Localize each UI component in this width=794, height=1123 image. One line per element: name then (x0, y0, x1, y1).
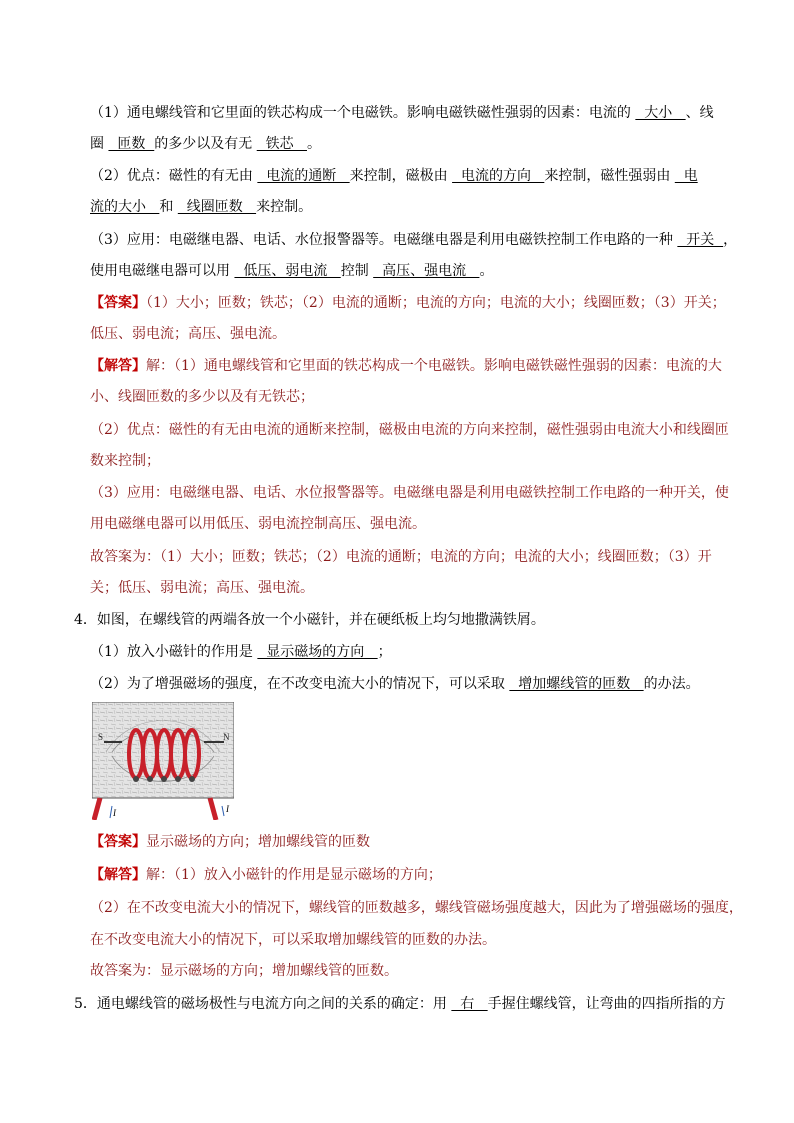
svg-text:N: N (223, 732, 230, 742)
text-line: 流的大小 和 线圈匝数 来控制。 (90, 199, 313, 215)
answer-tag: 【答案】 (90, 834, 146, 850)
answer-blank: 低压、弱电流 (234, 263, 341, 279)
svg-text:S: S (98, 732, 104, 742)
answer-line: 【答案】显示磁场的方向；增加螺线管的匝数 (90, 834, 370, 850)
solution-line: 【解答】解：（1）放入小磁针的作用是显示磁场的方向； (90, 867, 442, 883)
answer-blank: 高压、强电流 (373, 263, 480, 279)
answer-blank: 显示磁场的方向 (257, 644, 378, 660)
answer-blank: 增加螺线管的匝数 (509, 676, 644, 692)
solution-line: （3）应用：电磁继电器、电话、水位报警器等。电磁继电器是利用电磁铁控制工作电路的一种开关，使 (90, 485, 729, 501)
solenoid-figure (92, 702, 234, 820)
solution-line: （2）优点：磁性的有无由电流的通断来控制，磁极由电流的方向来控制，磁性强弱由电流大小和线圈匝 (90, 422, 729, 438)
answer-blank: 铁芯 (256, 136, 307, 152)
solution-line: 故答案为：（1）大小；匝数；铁芯；（2）电流的通断；电流的方向；电流的大小；线圈匝数；（3）开 (90, 549, 712, 565)
answer-blank: 开关 (677, 232, 724, 248)
svg-text:I: I (226, 804, 229, 814)
svg-text:I: I (113, 808, 116, 818)
question-5: 5．通电螺线管的磁场极性与电流方向之间的关系的确定：用 右 手握住螺线管，让弯曲的四指所指的方 (74, 996, 726, 1012)
answer-blank: 匝数 (108, 136, 155, 152)
answer-line: 低压、弱电流；高压、强电流。 (90, 326, 286, 342)
lead-wire-right (210, 798, 216, 820)
answer-line: 【答案】（1）大小；匝数；铁芯；（2）电流的通断；电流的方向；电流的大小；线圈匝数；（3）开关； (90, 295, 726, 311)
answer-blank: 电流的方向 (452, 168, 545, 184)
solution-line: 【解答】解：（1）通电螺线管和它里面的铁芯构成一个电磁铁。影响电磁铁磁性强弱的因素：电流的大 (90, 358, 722, 374)
answer-blank: 线圈匝数 (177, 199, 257, 215)
question-4: 4．如图，在螺线管的两端各放一个小磁针，并在硬纸板上均匀地撒满铁屑。 (74, 612, 545, 628)
current-arrow-icon (222, 806, 224, 816)
answer-blank: 右 (451, 996, 488, 1012)
solution-line: 用电磁继电器可以用低压、弱电流控制高压、强电流。 (90, 516, 426, 532)
answer-blank: 电 (674, 168, 698, 184)
answer-blank: 电流的通断 (257, 168, 350, 184)
current-arrow-icon (110, 806, 112, 818)
solution-tag: 【解答】 (90, 358, 146, 374)
text-line: 圈 匝数 的多少以及有无 铁芯 。 (90, 136, 321, 152)
answer-blank: 大小 (635, 105, 686, 121)
text-line: 使用电磁继电器可以用 低压、弱电流 控制 高压、强电流 。 (90, 263, 494, 279)
solution-tag: 【解答】 (90, 867, 146, 883)
question-4-part-2: （2）为了增强磁场的强度，在不改变电流大小的情况下，可以采取 增加螺线管的匝数 的办法。 (90, 676, 700, 692)
solution-line: 在不改变电流大小的情况下，可以采取增加螺线管的匝数的办法。 (90, 932, 496, 948)
solution-line: （2）在不改变电流大小的情况下，螺线管的匝数越多，螺线管磁场强度越大，因此为了增强磁场的强度， (90, 900, 743, 916)
question-4-part-1: （1）放入小磁针的作用是 显示磁场的方向 ； (90, 644, 392, 660)
solution-line: 数来控制； (90, 453, 160, 469)
solution-line: 故答案为：显示磁场的方向；增加螺线管的匝数。 (90, 963, 398, 979)
text-line: （3）应用：电磁继电器、电话、水位报警器等。电磁继电器是利用电磁铁控制工作电路的一种 开关 ， (90, 232, 738, 248)
text-line: （2）优点：磁性的有无由 电流的通断 来控制，磁极由 电流的方向 来控制，磁性强弱由 电 (90, 168, 698, 184)
solution-line: 关；低压、弱电流；高压、强电流。 (90, 580, 314, 596)
answer-tag: 【答案】 (90, 295, 146, 311)
text-line: （1）通电螺线管和它里面的铁芯构成一个电磁铁。影响电磁铁磁性强弱的因素：电流的 大小 、线 (90, 105, 714, 121)
answer-blank: 流的大小 (90, 199, 160, 215)
solution-line: 小、线圈匝数的多少以及有无铁芯； (90, 389, 314, 405)
lead-wire-left (94, 798, 100, 820)
